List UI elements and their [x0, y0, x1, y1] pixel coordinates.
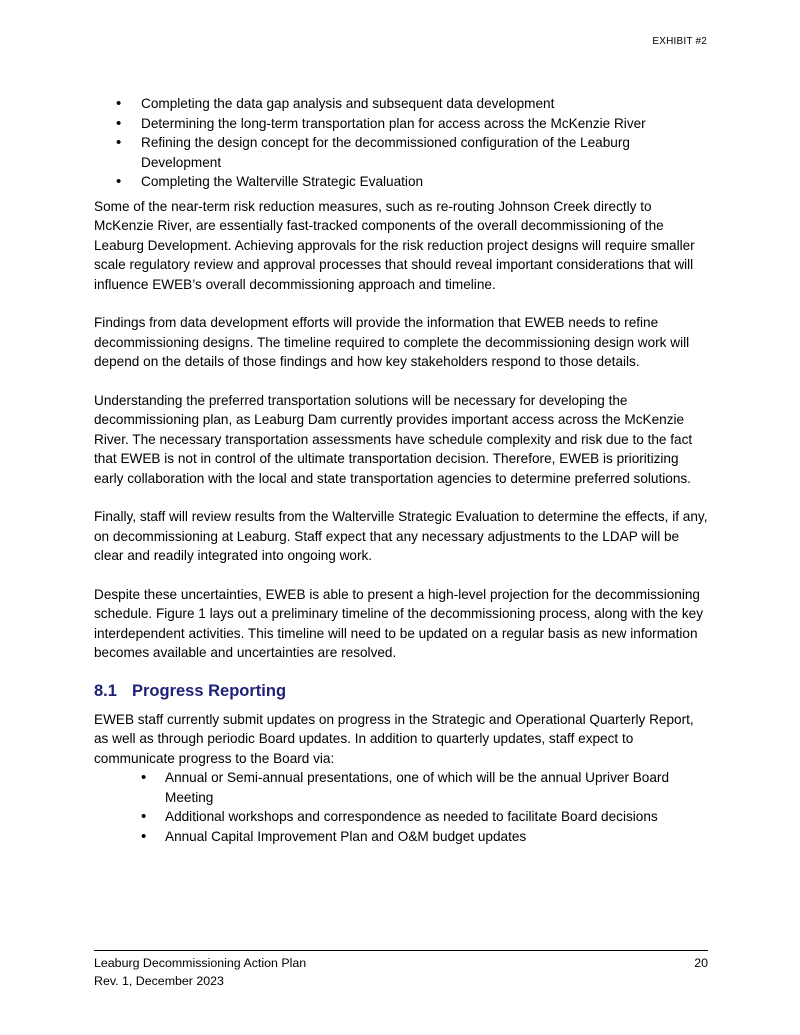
reporting-bullet-list — [94, 768, 708, 846]
list-item: • Determining the long-term transportation plan for access across the McKenzie River — [94, 114, 708, 134]
page-number: 20 — [694, 956, 708, 970]
footer-doc-title: Leaburg Decommissioning Action Plan — [94, 956, 307, 970]
section-number: 8.1 — [94, 681, 117, 700]
paragraph-schedule: Despite these uncertainties, EWEB is able to present a high-level projection for the decommissioning schedule. Figure 1 lays out a preliminary timeline of the decommissioning process, along with the key interdependent activities. This timeline will need to be updated on a regular basis as new information becomes available and uncertainties are resolved. — [94, 586, 703, 660]
list-item: • Completing the Walterville Strategic Evaluation — [94, 172, 708, 192]
list-item: • Annual Capital Improvement Plan and O&M budget updates — [94, 827, 708, 847]
section-body: EWEB staff currently submit updates on progress in the Strategic and Operational Quarterly Report, as well as through periodic Board updates. In addition to quarterly updates, staff expect to communicate progress to the Board via: — [94, 711, 694, 766]
exhibit-label: EXHIBIT #2 — [652, 36, 707, 47]
paragraph-walterville: Finally, staff will review results from the Walterville Strategic Evaluation to determine the effects, if any, on decommissioning at Leaburg. Staff expect that any necessary adjustments to the LDAP will be clear and readily integrated into ongoing work. — [94, 509, 708, 563]
intro-bullet-list — [94, 94, 708, 192]
page-content — [94, 94, 708, 846]
paragraph-transportation: Understanding the preferred transportation solutions will be necessary for developing the decommissioning plan, as Leaburg Dam currently provides important access across the McKenzie River. The necessary transportation assessments have schedule complexity and risk due to the fact that EWEB is not in control of the ultimate transportation decision. Therefore, EWEB is prioritizing early collaboration with the local and state transportation agencies to determine preferred solutions. — [94, 392, 693, 486]
list-item: • Additional workshops and correspondence as needed to facilitate Board decisions — [94, 807, 708, 827]
section-title: Progress Reporting — [132, 681, 287, 700]
section-heading — [94, 681, 708, 701]
list-item: • Annual or Semi-annual presentations, one of which will be the annual Upriver Board Meeting — [94, 768, 708, 807]
footer-revision: Rev. 1, December 2023 — [94, 974, 224, 988]
list-item: • Completing the data gap analysis and subsequent data development — [94, 94, 708, 114]
list-item: • Refining the design concept for the decommissioned configuration of the Leaburg Development — [94, 133, 708, 172]
paragraph-risk-reduction: Some of the near-term risk reduction measures, such as re-routing Johnson Creek directly to McKenzie River, are essentially fast-tracked components of the overall decommissioning of the Leaburg Development. Achieving approvals for the risk reduction project designs will require smaller scale regulatory review and approval processes that should reveal important considerations that will influence EWEB’s overall decommissioning approach and timeline. — [94, 198, 695, 292]
page-footer — [94, 950, 708, 990]
paragraph-data-findings: Findings from data development efforts will provide the information that EWEB needs to refine decommissioning designs. The timeline required to complete the decommissioning design work will depend on the details of those findings and how key stakeholders respond to those details. — [94, 315, 690, 369]
